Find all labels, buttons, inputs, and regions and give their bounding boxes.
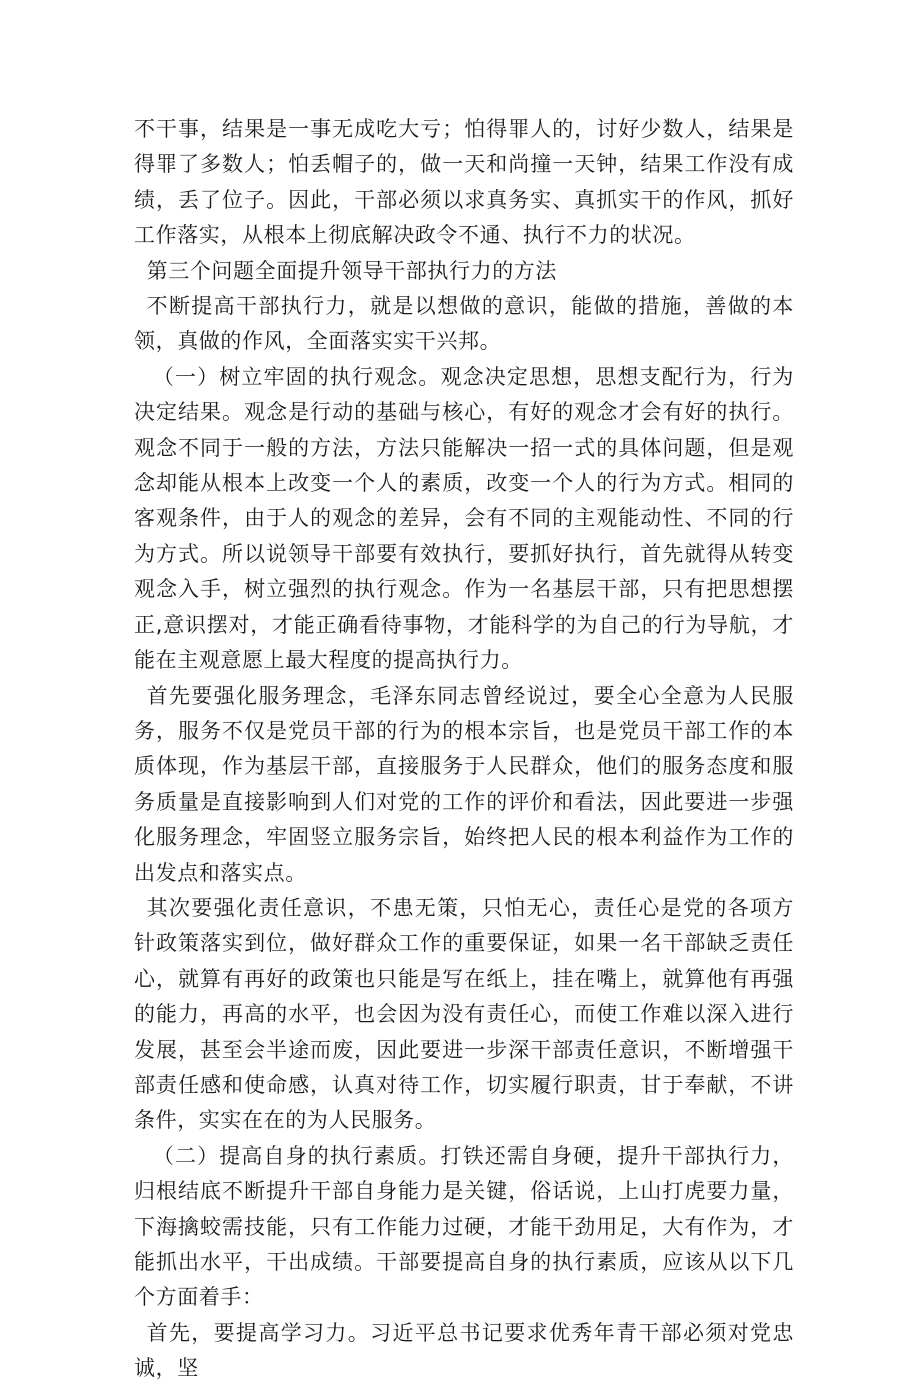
paragraph-service-concept: 首先要强化服务理念，毛泽东同志曾经说过，要全心全意为人民服务，服务不仅是党员干部的行为的根本宗旨，也是党员干部工作的本质体现，作为基层干部，直接服务于人民群众，他们的服务态度和服务质量是直接影响到人们对党的工作的评价和看法，因此要进一步强化服务理念，牢固竖立服务宗旨，始终把人民的根本利益作为工作的出发点和落实点。: [134, 683, 794, 885]
paragraph-continuation: 不干事，结果是一事无成吃大亏；怕得罪人的，讨好少数人，结果是得罪了多数人；怕丢帽子的，做一天和尚撞一天钟，结果工作没有成绩，丢了位子。因此，干部必须以求真务实、真抓实干的作风，抓好工作落实，从根本上彻底解决政令不通、执行不力的状况。: [134, 117, 794, 248]
paragraph-learning: 首先，要提高学习力。习近平总书记要求优秀年青干部必须对党忠诚，坚: [134, 1320, 794, 1381]
document-body: [134, 112, 794, 1387]
paragraph-intro: 不断提高干部执行力，就是以想做的意识，能做的措施，善做的本领，真做的作风，全面落实实干兴邦。: [134, 294, 794, 354]
paragraph-point-1: （一）树立牢固的执行观念。观念决定思想，思想支配行为，行为决定结果。观念是行动的基础与核心，有好的观念才会有好的执行。观念不同于一般的方法，方法只能解决一招一式的具体问题，但是观念却能从根本上改变一个人的素质，改变一个人的行为方式。相同的客观条件，由于人的观念的差异，会有不同的主观能动性、不同的行为方式。所以说领导干部要有效执行，要抓好执行，首先就得从转变观念入手，树立强烈的执行观念。作为一名基层干部，只有把思想摆正,意识摆对，才能正确看待事物，才能科学的为自己的行为导航，才能在主观意愿上最大程度的提高执行力。: [134, 364, 794, 673]
paragraph-responsibility: 其次要强化责任意识，不患无策，只怕无心，责任心是党的各项方针政策落实到位，做好群众工作的重要保证，如果一名干部缺乏责任心，就算有再好的政策也只能是写在纸上，挂在嘴上，就算他有再强的能力，再高的水平，也会因为没有责任心，而使工作难以深入进行发展，甚至会半途而废，因此要进一步深干部责任意识，不断增强干部责任感和使命感，认真对待工作，切实履行职责，甘于奉献，不讲条件，实实在在的为人民服务。: [134, 895, 794, 1133]
paragraph-point-2: （二）提高自身的执行素质。打铁还需自身硬，提升干部执行力，归根结底不断提升干部自身能力是关键，俗话说，上山打虎要力量，下海擒蛟需技能，只有工作能力过硬，才能干劲用足，大有作为，才能抓出水平，干出成绩。干部要提高自身的执行素质，应该从以下几个方面着手：: [134, 1143, 794, 1310]
section-heading: 第三个问题全面提升领导干部执行力的方法: [146, 258, 557, 283]
